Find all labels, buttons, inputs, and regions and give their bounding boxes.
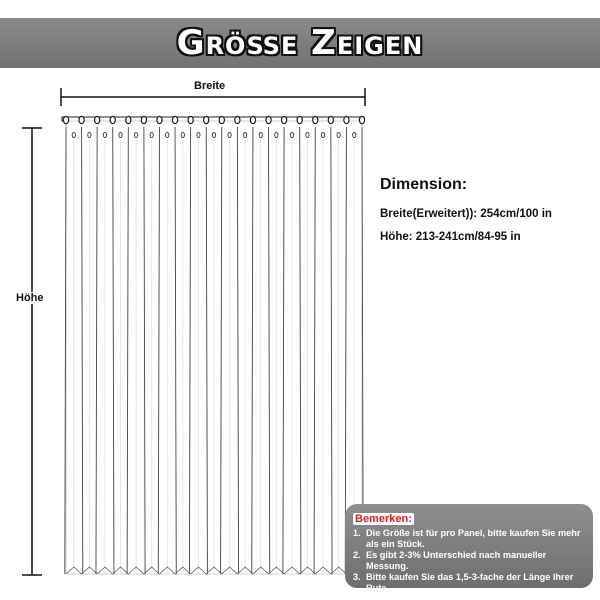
curtain-ring bbox=[157, 116, 162, 123]
dimension-title: Dimension: bbox=[380, 176, 468, 193]
note-continuation: Rute. bbox=[366, 582, 389, 593]
note-text: Bitte kaufen Sie das 1,5-3-fache der Länge Ihrer bbox=[366, 572, 574, 582]
note-item bbox=[353, 528, 585, 549]
note-text: Die Größe ist für pro Panel, bitte kaufen Sie mehr bbox=[366, 528, 581, 538]
curtain-ring bbox=[297, 116, 302, 123]
notes-box bbox=[345, 504, 593, 593]
height-label: Höhe bbox=[16, 292, 44, 304]
curtain-ring bbox=[141, 116, 146, 123]
note-number: 1. bbox=[353, 528, 361, 538]
curtain-ring bbox=[126, 116, 131, 123]
curtain-ring bbox=[95, 116, 100, 123]
note-continuation: als ein Stück. bbox=[366, 538, 425, 549]
curtain-rod bbox=[62, 117, 364, 121]
note-number: 2. bbox=[353, 550, 361, 560]
curtain-ring bbox=[204, 116, 209, 123]
dimension-height: Höhe: 213-241cm/84-95 in bbox=[380, 231, 521, 243]
curtain-ring bbox=[235, 116, 240, 123]
curtain-ring bbox=[219, 116, 224, 123]
note-number: 3. bbox=[353, 572, 361, 582]
curtain-ring bbox=[282, 116, 287, 123]
curtain-ring bbox=[250, 116, 255, 123]
curtain-ring bbox=[266, 116, 271, 123]
dimension-panel bbox=[380, 176, 595, 254]
note-text: Es gibt 2-3% Unterschied nach manueller bbox=[366, 550, 547, 560]
curtain-ring bbox=[188, 116, 193, 123]
notes-title: Bemerken: bbox=[355, 513, 412, 525]
banner-title: Größe Zeigen bbox=[176, 23, 424, 63]
curtain-ring bbox=[79, 116, 84, 123]
dimension-width: Breite(Erweitert)): 254cm/100 in bbox=[380, 208, 552, 220]
note-item bbox=[353, 572, 585, 593]
curtain-ring bbox=[344, 116, 349, 123]
width-label: Breite bbox=[194, 80, 226, 92]
curtain-ring bbox=[63, 116, 68, 123]
height-dimension-line bbox=[22, 128, 42, 575]
curtain-ring bbox=[110, 116, 115, 123]
curtain-ring bbox=[359, 116, 364, 123]
curtain-ring bbox=[172, 116, 177, 123]
note-item bbox=[353, 550, 585, 571]
note-continuation: Messung. bbox=[366, 560, 409, 571]
curtain-ring bbox=[328, 116, 333, 123]
curtain-pleats bbox=[65, 121, 363, 574]
curtain-ring bbox=[313, 116, 318, 123]
